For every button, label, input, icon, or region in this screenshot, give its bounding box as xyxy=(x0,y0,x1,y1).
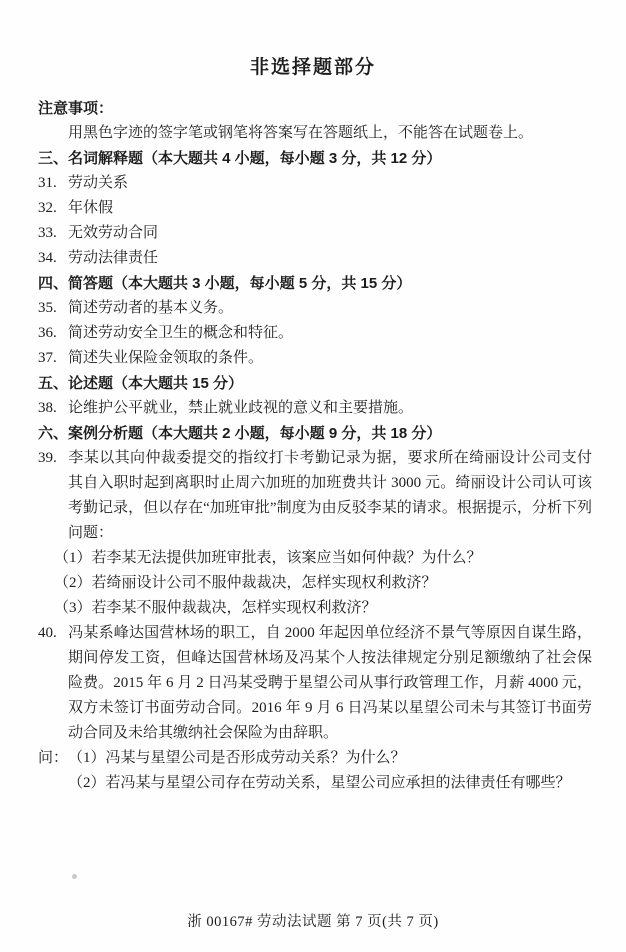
section-heading-case-analysis: 六、案例分析题（本大题共 2 小题，每小题 9 分，共 18 分） xyxy=(38,425,442,442)
question-number: 33. xyxy=(38,225,57,241)
section-heading-definitions: 三、名词解释题（本大题共 4 小题，每小题 3 分，共 12 分） xyxy=(38,150,442,167)
section-heading-short-answer: 四、简答题（本大题共 3 小题，每小题 5 分，共 15 分） xyxy=(38,275,412,292)
question-number: 38. xyxy=(38,400,57,416)
question-number: 35. xyxy=(38,300,57,316)
case-40-body xyxy=(38,621,592,746)
question-number: 40. xyxy=(38,625,57,641)
case-40-question-2: （2）若冯某与星望公司存在劳动关系，星望公司应承担的法律责任有哪些？ xyxy=(68,775,571,791)
question-number: 37. xyxy=(38,350,57,366)
question-35 xyxy=(38,296,592,321)
question-text: 劳动关系 xyxy=(68,175,129,191)
question-34 xyxy=(38,246,592,271)
case-40-ask-block xyxy=(38,746,592,796)
question-text: 论维护公平就业，禁止就业歧视的意义和主要措施。 xyxy=(68,400,414,416)
question-38 xyxy=(38,396,592,421)
question-32 xyxy=(38,196,592,221)
question-33 xyxy=(38,221,592,246)
notice-heading: 注意事项： xyxy=(38,100,114,117)
question-text: 年休假 xyxy=(68,200,114,216)
question-text: 简述劳动者的基本义务。 xyxy=(68,300,234,316)
scan-speck xyxy=(72,874,77,879)
ask-label: 问： xyxy=(38,750,69,766)
question-37 xyxy=(38,346,592,371)
case-39-question-1: （1）若李某无法提供加班审批表，该案应当如何仲裁？为什么？ xyxy=(54,550,482,566)
notice-text: 用黑色字迹的签字笔或钢笔将答案写在答题纸上，不能答在试题卷上。 xyxy=(68,125,534,141)
question-31 xyxy=(38,171,592,196)
case-39-question-2: （2）若绮丽设计公司不服仲裁裁决，怎样实现权利救济？ xyxy=(54,575,437,591)
question-number: 34. xyxy=(38,250,57,266)
question-number: 36. xyxy=(38,325,57,341)
question-36 xyxy=(38,321,592,346)
case-40-question-1: （1）冯某与星望公司是否形成劳动关系？为什么？ xyxy=(68,750,406,766)
question-text: 劳动法律责任 xyxy=(68,250,159,266)
page-footer: 浙 00167# 劳动法试题 第 7 页(共 7 页) xyxy=(187,914,439,930)
question-text: 简述失业保险金领取的条件。 xyxy=(68,350,264,366)
question-number: 32. xyxy=(38,200,57,216)
case-body-text: 冯某系峰达国营林场的职工，自 2000 年起因单位经济不景气等原因自谋生路，期间停发工资，但峰达国营林场及冯某个人按法律规定分别足额缴纳了社会保险费。2015 年 6 月 2 日冯某受聘于星望公司从事行政管理工作，月薪 4000 元，双方未签订书面劳动合同。2016 年 9 月 6 日冯某以星望公司未与其签订书面劳动合同及未给其缴纳社会保险为由辞职。 xyxy=(68,625,592,741)
exam-content xyxy=(0,78,626,796)
question-number: 31. xyxy=(38,175,57,191)
question-text: 简述劳动安全卫生的概念和特征。 xyxy=(68,325,294,341)
case-body-text: 李某以其向仲裁委提交的指纹打卡考勤记录为据，要求所在绮丽设计公司支付其自入职时起到离职时止周六加班的加班费共计 3000 元。绮丽设计公司认可该考勤记录，但以存在“加班审批”制度为由反驳李某的请求。根据提示，分析下列问题： xyxy=(68,450,592,541)
question-text: 无效劳动合同 xyxy=(68,225,159,241)
question-number: 39. xyxy=(38,450,57,466)
case-40-questions xyxy=(68,746,571,796)
case-39-question-3: （3）若李某不服仲裁裁决，怎样实现权利救济？ xyxy=(54,600,377,616)
section-heading-essay: 五、论述题（本大题共 15 分） xyxy=(38,375,244,392)
case-39-body xyxy=(38,446,592,546)
page-title: 非选择题部分 xyxy=(249,57,376,78)
